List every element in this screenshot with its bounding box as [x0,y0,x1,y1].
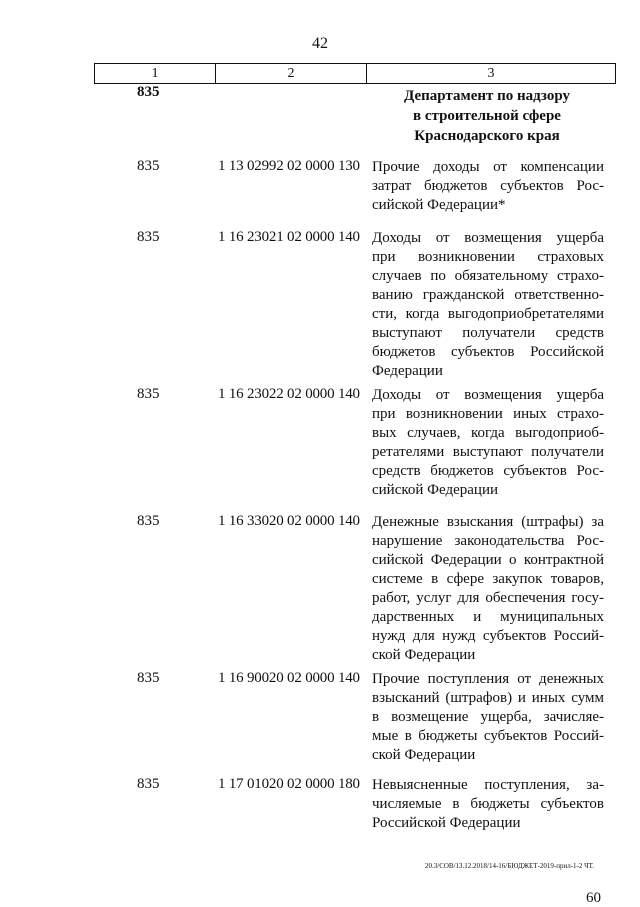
description-line [372,727,604,746]
description-line-text: выступают получатели средств [372,325,604,341]
description-line-text: сийской Федерации* [372,197,506,213]
description-line-text: Доходы от возмещения ущерба [372,230,604,246]
footer-page-mark: 60 [586,890,601,906]
income-description [372,670,604,765]
description-line [372,532,604,551]
description-line-text: нужд для нужд субъектов Россий- [372,628,604,644]
description-line-text: бюджетов субъектов Российской [372,344,604,360]
description-line [372,324,604,343]
description-line-text: Прочие поступления от денежных [372,671,604,687]
header-column-1: 1 [95,64,216,83]
administrator-code: 835 [137,776,160,792]
description-line-text: сти, когда выгодоприобретателями [372,306,604,322]
description-line-text: ской Федерации [372,747,476,763]
description-line-text: Невыясненные поступления, за- [372,777,604,793]
income-code: 1 17 01020 02 0000 180 [218,776,360,792]
description-line-text: работ, услуг для обеспечения госу- [372,590,604,606]
income-code: 1 16 23021 02 0000 140 [218,229,360,245]
description-line-text: случаев по обязательному страхо- [372,268,604,284]
department-name-line: Краснодарского края [414,128,560,144]
description-line-text: числяемые в бюджеты субъектов [372,796,604,812]
description-line [372,405,604,424]
description-line-text: Российской Федерации [372,815,521,831]
description-line-text: затрат бюджетов субъектов Рос- [372,178,604,194]
description-line-text: Федерации [372,363,443,379]
document-reference: 20.3/СОВ/13.12.2018/14-16/БЮДЖЕТ-2019-прил-1-2 ЧТ. [425,862,594,870]
description-line-text: взысканий (штрафов) и иных сумм [372,690,604,706]
description-line [372,362,604,381]
description-line [372,689,604,708]
department-name [372,86,602,146]
income-code: 1 13 02992 02 0000 130 [218,158,360,174]
income-description [372,513,604,665]
description-line [372,424,604,443]
description-line [372,589,604,608]
income-description [372,229,604,381]
description-line [372,708,604,727]
description-line [372,305,604,324]
header-column-2: 2 [216,64,367,83]
description-line [372,814,604,833]
description-line [372,177,604,196]
income-description [372,386,604,500]
description-line [372,286,604,305]
description-line-text: при возникновении иных страхо- [372,406,604,422]
description-line-text: ретателями выступают получатели [372,444,604,460]
description-line [372,158,604,177]
description-line [372,513,604,532]
header-column-3: 3 [487,66,495,81]
description-line-text: сийской Федерации о контрактной [372,552,604,568]
description-line [372,776,604,795]
description-line [372,386,604,405]
description-line-text: сийской Федерации [372,482,499,498]
description-line-text: Денежные взыскания (штрафы) за [372,514,604,530]
administrator-code: 835 [137,386,160,402]
administrator-code: 835 [137,229,160,245]
income-code: 1 16 23022 02 0000 140 [218,386,360,402]
department-name-line: в строительной сфере [413,108,561,124]
department-code: 835 [137,84,160,100]
income-code: 1 16 33020 02 0000 140 [218,513,360,529]
income-code: 1 16 90020 02 0000 140 [218,670,360,686]
description-line-text: в возмещение ущерба, зачисляе- [372,709,604,725]
description-line-text: средств бюджетов субъектов Рос- [372,463,604,479]
description-line [372,343,604,362]
description-line [372,229,604,248]
description-line-text: Прочие доходы от компенсации [372,159,604,175]
description-line [372,481,604,500]
income-description [372,776,604,833]
administrator-code: 835 [137,513,160,529]
description-line-text: ской Федерации [372,647,476,663]
description-line [372,570,604,589]
description-line-text: мые в бюджеты субъектов Россий- [372,728,604,744]
description-line-text: вых случаев, когда выгодоприоб- [372,425,604,441]
description-line-text: Доходы от возмещения ущерба [372,387,604,403]
description-line [372,248,604,267]
description-line [372,196,604,215]
description-line [372,608,604,627]
description-line-text: нарушение законодательства Рос- [372,533,604,549]
description-line [372,551,604,570]
description-line-text: системе в сфере закупок товаров, [372,571,604,587]
income-description [372,158,604,215]
description-line [372,795,604,814]
description-line [372,646,604,665]
description-line-text: дарственных и муниципальных [372,609,604,625]
description-line-text: при возникновении страховых [372,249,604,265]
description-line [372,670,604,689]
page-number: 42 [312,35,328,52]
description-line [372,267,604,286]
department-name-line: Департамент по надзору [403,88,571,104]
description-line-text: ванию гражданской ответственно- [372,287,604,303]
description-line [372,746,604,765]
description-line [372,462,604,481]
table-header [94,63,616,84]
administrator-code: 835 [137,158,160,174]
administrator-code: 835 [137,670,160,686]
description-line [372,627,604,646]
description-line [372,443,604,462]
